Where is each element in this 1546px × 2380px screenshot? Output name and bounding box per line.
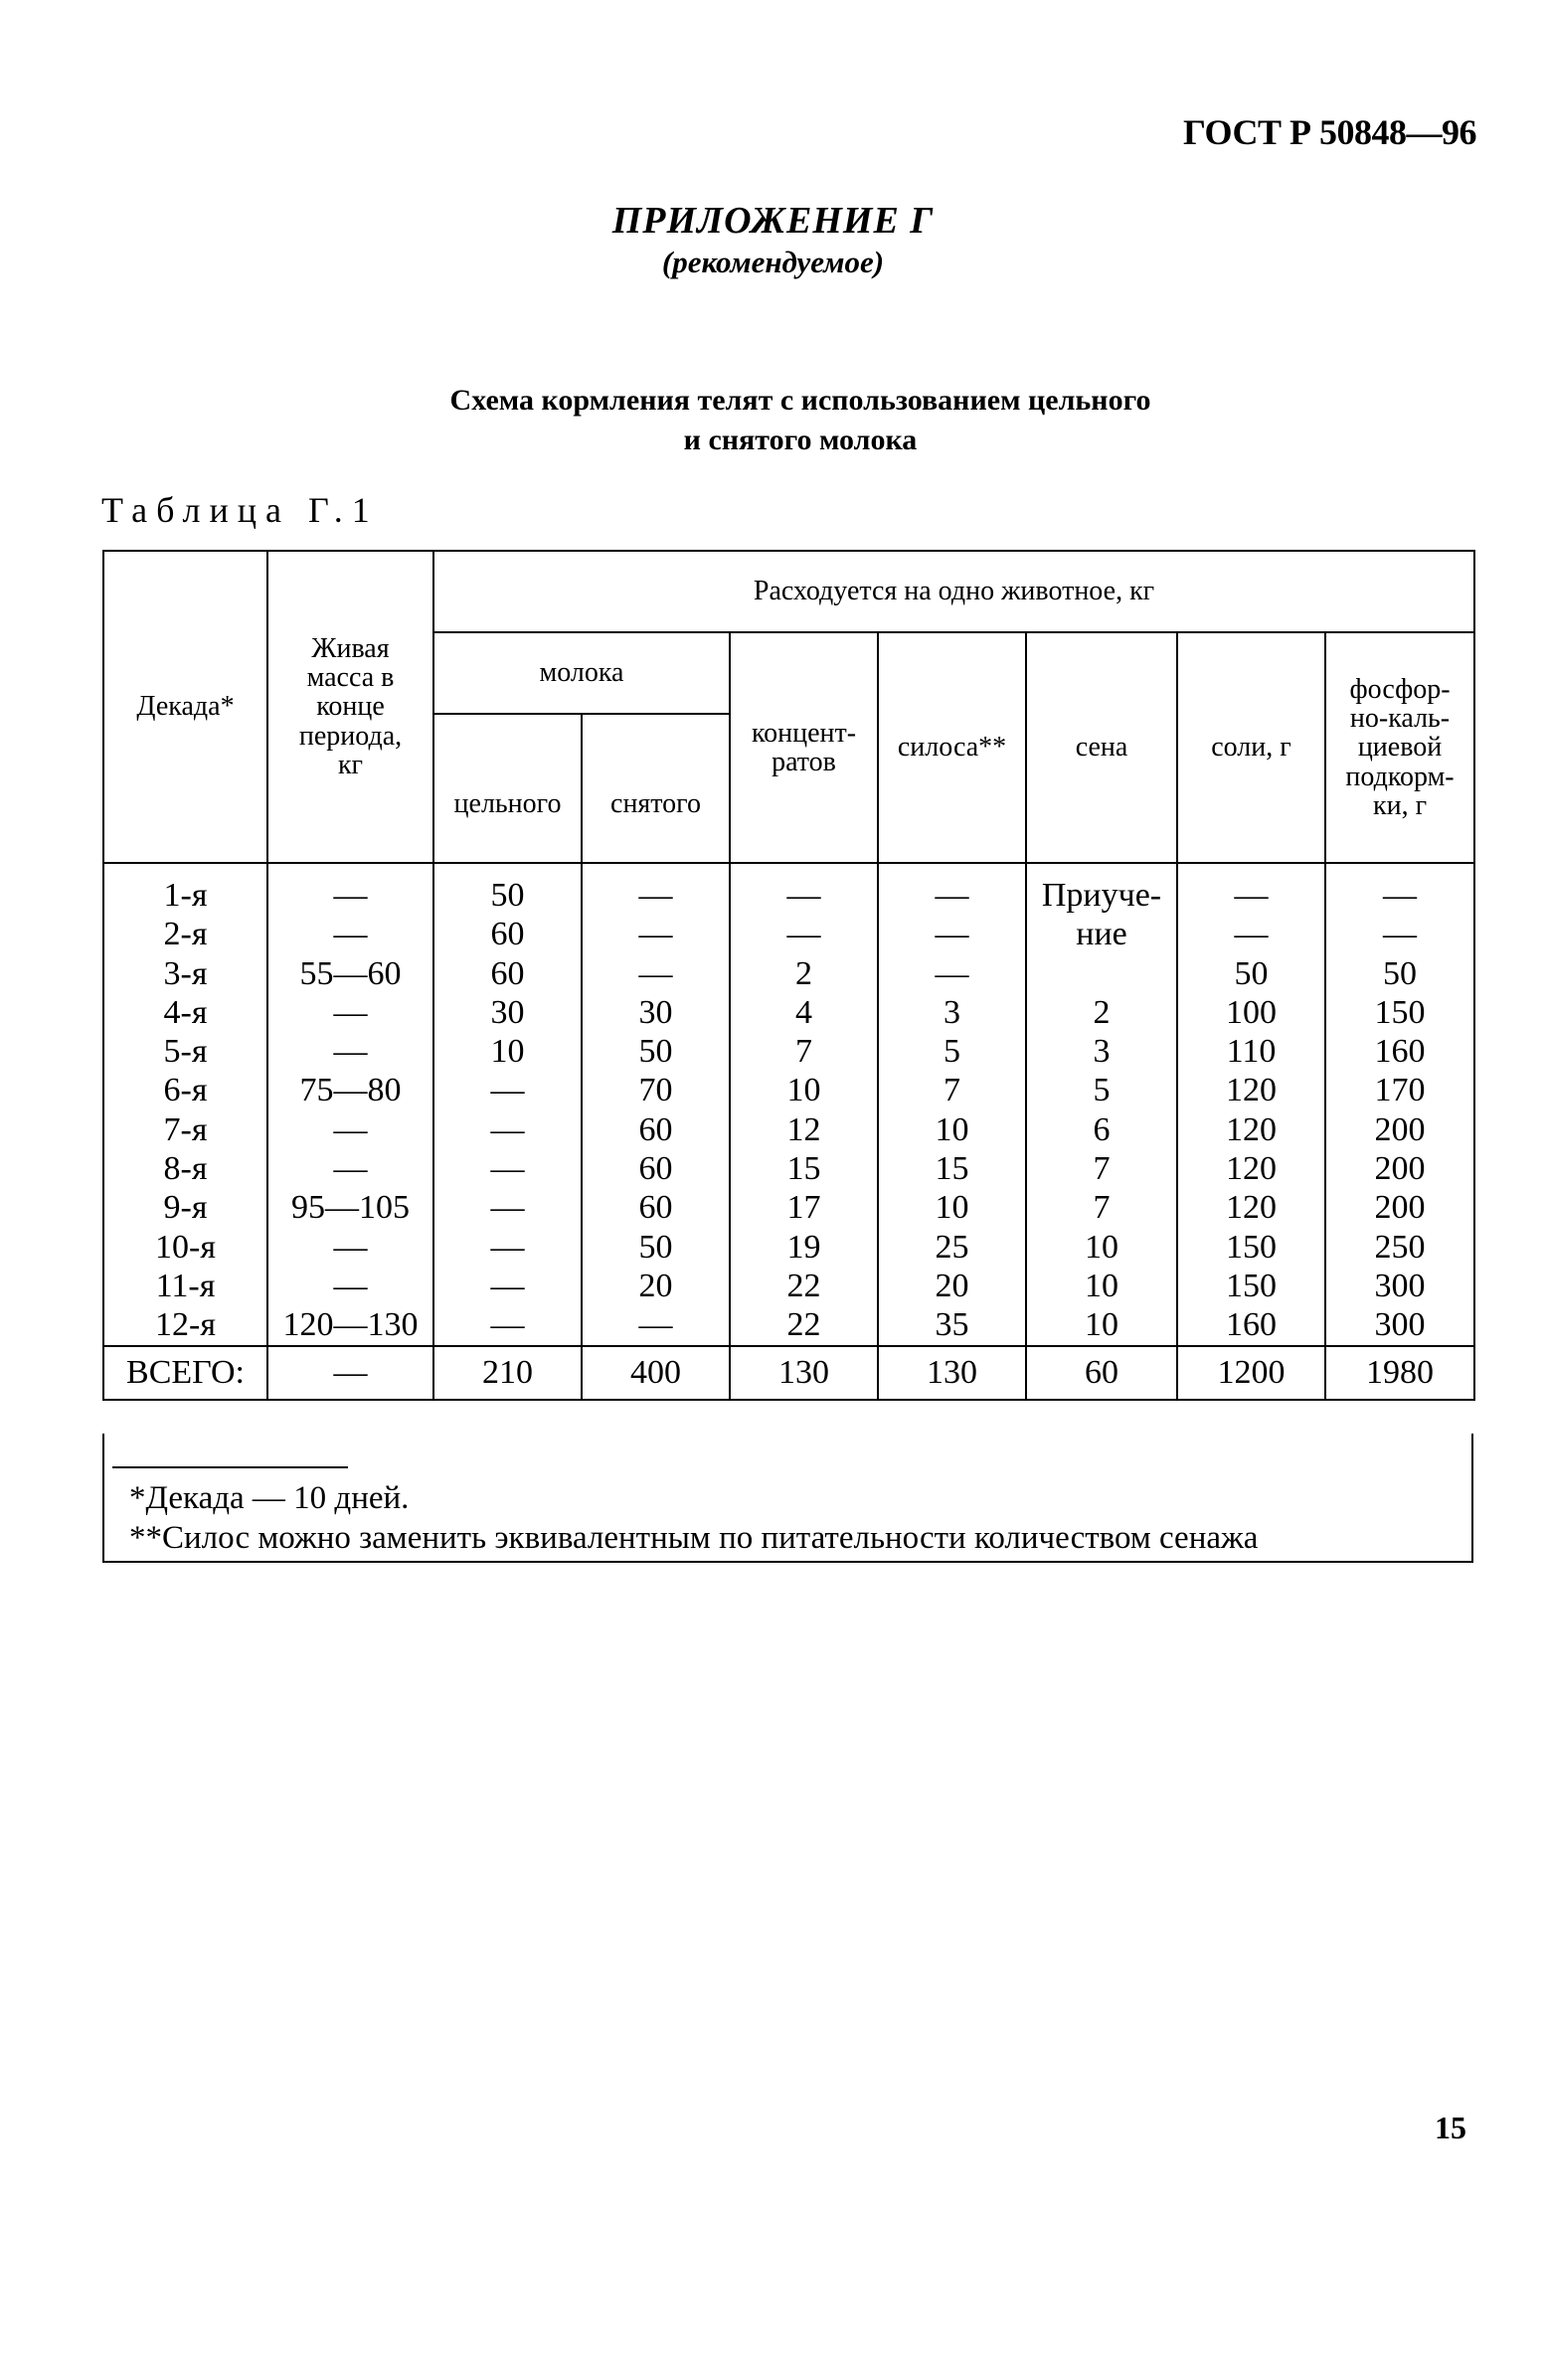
- cell-line: 50: [1234, 954, 1269, 992]
- cell-line: —: [1383, 877, 1418, 914]
- cell-line: 7: [1093, 1150, 1111, 1188]
- cell-line: 10: [490, 1033, 525, 1071]
- cell-line: 120: [1226, 1189, 1277, 1227]
- cell-line: 7: [1093, 1189, 1111, 1227]
- cell-line: —: [786, 916, 821, 953]
- header-salt: соли, г: [1177, 632, 1325, 863]
- header-phosphate-lines: [1326, 675, 1473, 821]
- cell-line: 15: [786, 1150, 821, 1188]
- cell-line: 50: [1383, 954, 1418, 992]
- cell-line: 60: [638, 1189, 673, 1227]
- cell-line: конце: [316, 691, 385, 723]
- cell-line: —: [333, 993, 368, 1031]
- cell-line: 120: [1226, 1110, 1277, 1148]
- cell-line: Живая: [311, 632, 390, 664]
- cell-line: 9-я: [163, 1189, 208, 1227]
- col-silage: [878, 863, 1026, 1346]
- cell-line: —: [1234, 916, 1269, 953]
- col-phosphate: [1325, 863, 1474, 1346]
- total-salt: 1200: [1177, 1346, 1325, 1400]
- cell-line: —: [490, 1110, 525, 1148]
- cell-line: —: [490, 1228, 525, 1266]
- cell-line: 22: [786, 1267, 821, 1304]
- total-whole-milk: 210: [433, 1346, 582, 1400]
- cell-line: 75—80: [299, 1072, 402, 1109]
- cell-line: циевой: [1357, 732, 1443, 764]
- cell-line: 50: [638, 1228, 673, 1266]
- header-phosphate: [1325, 632, 1474, 863]
- cell-line: 110: [1226, 1033, 1277, 1071]
- cell-line: кг: [337, 750, 364, 781]
- header-silage: силоса**: [878, 632, 1026, 863]
- total-hay: 60: [1026, 1346, 1177, 1400]
- cell-line: 12-я: [155, 1306, 216, 1344]
- total-label: ВСЕГО:: [103, 1346, 267, 1400]
- cell-line: —: [490, 1306, 525, 1344]
- appendix-heading: [0, 199, 1546, 280]
- cell-line: 160: [1374, 1033, 1426, 1071]
- footnotes: [129, 1478, 1258, 1558]
- table-body-row: [103, 863, 1474, 1346]
- col-decade: [103, 863, 267, 1346]
- table-title-line-2: и снятого молока: [683, 424, 918, 456]
- col-live-mass: [267, 863, 433, 1346]
- cell-line: 7: [944, 1072, 960, 1109]
- cell-line: —: [333, 1033, 368, 1071]
- cell-line: —: [333, 916, 368, 953]
- feeding-table: [102, 550, 1475, 1401]
- cell-line: 100: [1226, 993, 1277, 1031]
- cell-line: 10: [1085, 1228, 1118, 1266]
- cell-line: —: [638, 916, 673, 953]
- table-title: [0, 381, 1546, 460]
- cell-line: —: [935, 877, 969, 914]
- table-label: Таблица Г.1: [101, 490, 379, 530]
- cell-line: —: [638, 954, 673, 992]
- cell-line: 170: [1374, 1072, 1426, 1109]
- cell-line: 6: [1093, 1110, 1111, 1148]
- total-concentrates: 130: [730, 1346, 878, 1400]
- cell-line: ки, г: [1372, 790, 1428, 822]
- cell-line: 5: [944, 1033, 960, 1071]
- footnote-silage: **Силос можно заменить эквивалентным по питательности количеством сенажа: [129, 1520, 1259, 1556]
- total-live-mass: —: [267, 1346, 433, 1400]
- total-skim-milk: 400: [582, 1346, 730, 1400]
- appendix-status: (рекомендуемое): [661, 245, 885, 279]
- cell-line: ратов: [772, 747, 836, 777]
- cell-line: 200: [1374, 1150, 1426, 1188]
- cell-line: —: [333, 1267, 368, 1304]
- cell-line: 50: [490, 877, 525, 914]
- total-row: [103, 1346, 1474, 1400]
- cell-line: 120: [1226, 1072, 1277, 1109]
- cell-line: —: [638, 877, 673, 914]
- cell-line: 300: [1374, 1267, 1426, 1304]
- cell-line: 10: [1085, 1267, 1118, 1304]
- cell-line: 1-я: [163, 877, 208, 914]
- cell-line: 60: [638, 1150, 673, 1188]
- col-concentrates: [730, 863, 878, 1346]
- col-skim-milk: [582, 863, 730, 1346]
- cell-line: 5: [1093, 1072, 1111, 1109]
- cell-line: 55—60: [299, 954, 402, 992]
- cell-line: 11-я: [155, 1267, 216, 1304]
- footnote-decade: *Декада — 10 дней.: [129, 1480, 410, 1516]
- header-live-mass: [267, 551, 433, 863]
- col-whole-milk: [433, 863, 582, 1346]
- page-number: 15: [1435, 2110, 1466, 2145]
- cell-line: 60: [638, 1110, 673, 1148]
- total-silage: 130: [878, 1346, 1026, 1400]
- cell-line: 4-я: [163, 993, 208, 1031]
- cell-line: 60: [490, 916, 525, 953]
- cell-line: 200: [1374, 1110, 1426, 1148]
- cell-line: 19: [786, 1228, 821, 1266]
- cell-line: 20: [935, 1267, 969, 1304]
- cell-line: 8-я: [163, 1150, 208, 1188]
- cell-line: 7-я: [163, 1110, 208, 1148]
- total-phosphate: 1980: [1325, 1346, 1474, 1400]
- cell-line: —: [333, 1150, 368, 1188]
- cell-line: —: [638, 1306, 673, 1344]
- document-code: ГОСТ Р 50848—96: [1183, 112, 1476, 152]
- col-hay: [1026, 863, 1177, 1346]
- cell-line: 150: [1226, 1267, 1277, 1304]
- cell-line: 10: [1085, 1306, 1118, 1344]
- cell-line: 10-я: [155, 1228, 216, 1266]
- cell-line: 4: [795, 993, 812, 1031]
- cell-line: 160: [1226, 1306, 1277, 1344]
- header-milk: молока: [433, 632, 730, 714]
- cell-line: 12: [786, 1110, 821, 1148]
- cell-line: 30: [490, 993, 525, 1031]
- cell-line: 3: [1093, 1033, 1111, 1071]
- cell-line: —: [333, 1228, 368, 1266]
- cell-line: —: [1234, 877, 1269, 914]
- cell-line: ние: [1076, 916, 1127, 953]
- cell-line: 20: [638, 1267, 673, 1304]
- cell-line: —: [786, 877, 821, 914]
- cell-line: 17: [786, 1189, 821, 1227]
- cell-line: 3-я: [163, 954, 208, 992]
- header-live-mass-lines: [268, 634, 432, 780]
- appendix-title: ПРИЛОЖЕНИЕ Г: [611, 200, 935, 242]
- cell-line: 25: [935, 1228, 969, 1266]
- cell-line: масса в: [306, 661, 395, 693]
- cell-line: 300: [1374, 1306, 1426, 1344]
- cell-line: Приуче-: [1041, 877, 1162, 914]
- cell-line: —: [490, 1072, 525, 1109]
- cell-line: [1027, 954, 1176, 993]
- cell-line: фосфор-: [1349, 673, 1451, 705]
- cell-line: но-каль-: [1349, 702, 1451, 734]
- cell-line: 15: [935, 1150, 969, 1188]
- cell-line: 2: [1093, 993, 1111, 1031]
- header-consumption: Расходуется на одно животное, кг: [433, 551, 1474, 632]
- cell-line: 10: [935, 1189, 969, 1227]
- footnote-divider: [112, 1466, 348, 1468]
- cell-line: —: [935, 954, 969, 992]
- cell-line: 200: [1374, 1189, 1426, 1227]
- header-concentrates-lines: [731, 719, 877, 777]
- col-salt: [1177, 863, 1325, 1346]
- cell-line: 10: [935, 1110, 969, 1148]
- cell-line: 50: [638, 1033, 673, 1071]
- cell-line: периода,: [298, 720, 403, 752]
- cell-line: 30: [638, 993, 673, 1031]
- cell-line: 150: [1374, 993, 1426, 1031]
- cell-line: 3: [944, 993, 960, 1031]
- cell-line: 150: [1226, 1228, 1277, 1266]
- cell-line: —: [490, 1150, 525, 1188]
- table-title-line-1: Схема кормления телят с использованием цельного: [449, 384, 1151, 417]
- cell-line: —: [333, 1110, 368, 1148]
- cell-line: 60: [490, 954, 525, 992]
- cell-line: 2-я: [163, 916, 208, 953]
- cell-line: 6-я: [163, 1072, 208, 1109]
- cell-line: —: [935, 916, 969, 953]
- cell-line: —: [333, 877, 368, 914]
- cell-line: 5-я: [163, 1033, 208, 1071]
- cell-line: 120—130: [282, 1306, 419, 1344]
- cell-line: 2: [795, 954, 812, 992]
- cell-line: 22: [786, 1306, 821, 1344]
- cell-line: 10: [786, 1072, 821, 1109]
- header-concentrates: [730, 632, 878, 863]
- header-whole-milk: цельного: [433, 714, 582, 863]
- cell-line: —: [490, 1189, 525, 1227]
- cell-line: 70: [638, 1072, 673, 1109]
- cell-line: —: [490, 1267, 525, 1304]
- cell-line: 7: [795, 1033, 812, 1071]
- cell-line: подкорм-: [1345, 761, 1455, 792]
- cell-line: 250: [1374, 1228, 1426, 1266]
- header-decade: Декада*: [103, 551, 267, 863]
- cell-line: 120: [1226, 1150, 1277, 1188]
- header-skim-milk: снятого: [582, 714, 730, 863]
- cell-line: 35: [935, 1306, 969, 1344]
- header-hay: сена: [1026, 632, 1177, 863]
- cell-line: —: [1383, 916, 1418, 953]
- cell-line: концент-: [751, 717, 857, 749]
- cell-line: 95—105: [291, 1189, 410, 1227]
